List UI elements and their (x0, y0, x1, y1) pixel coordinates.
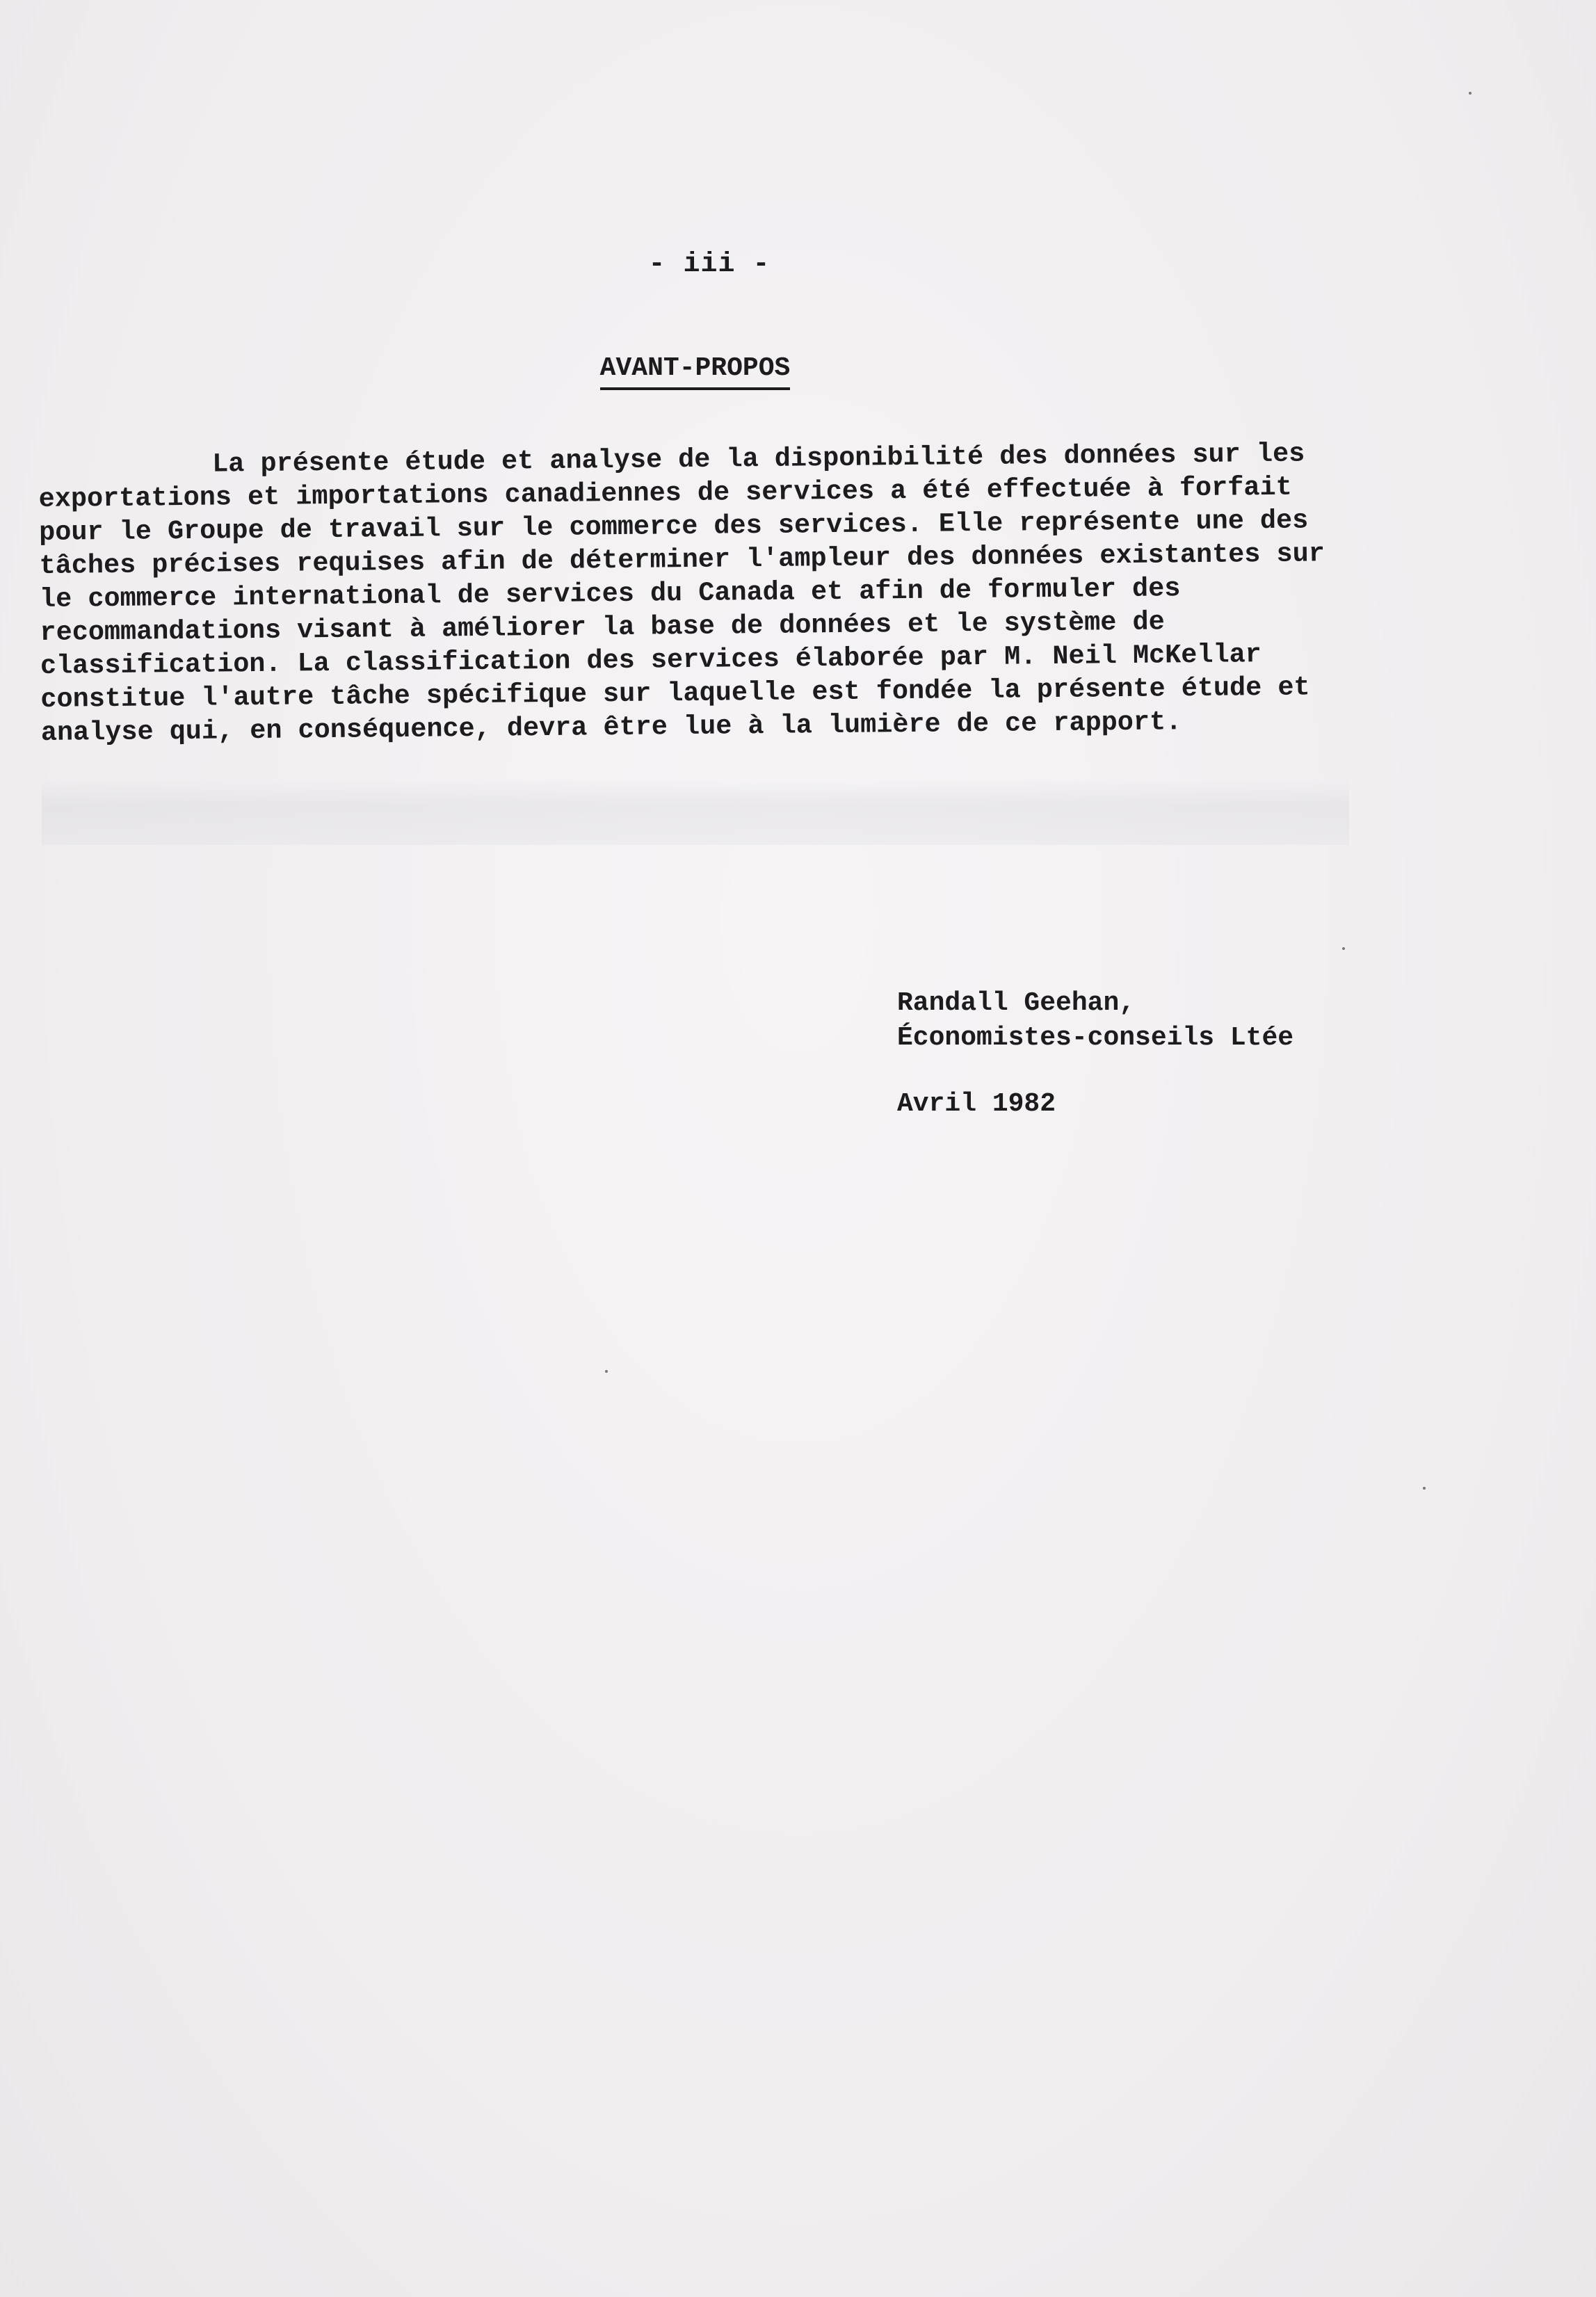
signature-company: Économistes-conseils Ltée (897, 1023, 1294, 1053)
page-number: - iii - (648, 249, 771, 280)
paper-speck (605, 1370, 608, 1373)
document-date: Avril 1982 (897, 1089, 1056, 1119)
signature-block (897, 986, 1293, 1056)
paper-speck (1342, 947, 1345, 950)
show-through-shadow (42, 779, 1349, 845)
body-paragraph: La présente étude et analyse de la disponibilité des données sur les exportations et importations canadiennes de services a été effectuée à forfait pour le Groupe de travail sur le commerce des services. Elle représente une des tâches précises requises afin de déterminer l'ampleur des données existantes sur le commerce international de services du Canada et afin de formuler des recommandations visant à améliorer la base de données et le système de classification. La classification des services élaborée par M. Neil McKellar constitue l'autre tâche spécifique sur laquelle est fondée la présente étude et analyse qui, en conséquence, devra être lue à la lumière de ce rapport. (38, 438, 1325, 748)
paper-speck (1423, 1487, 1426, 1490)
page-heading (0, 353, 1390, 383)
heading-text: AVANT-PROPOS (600, 353, 791, 390)
signature-name: Randall Geehan, (897, 988, 1136, 1018)
paper-speck (1469, 92, 1472, 95)
